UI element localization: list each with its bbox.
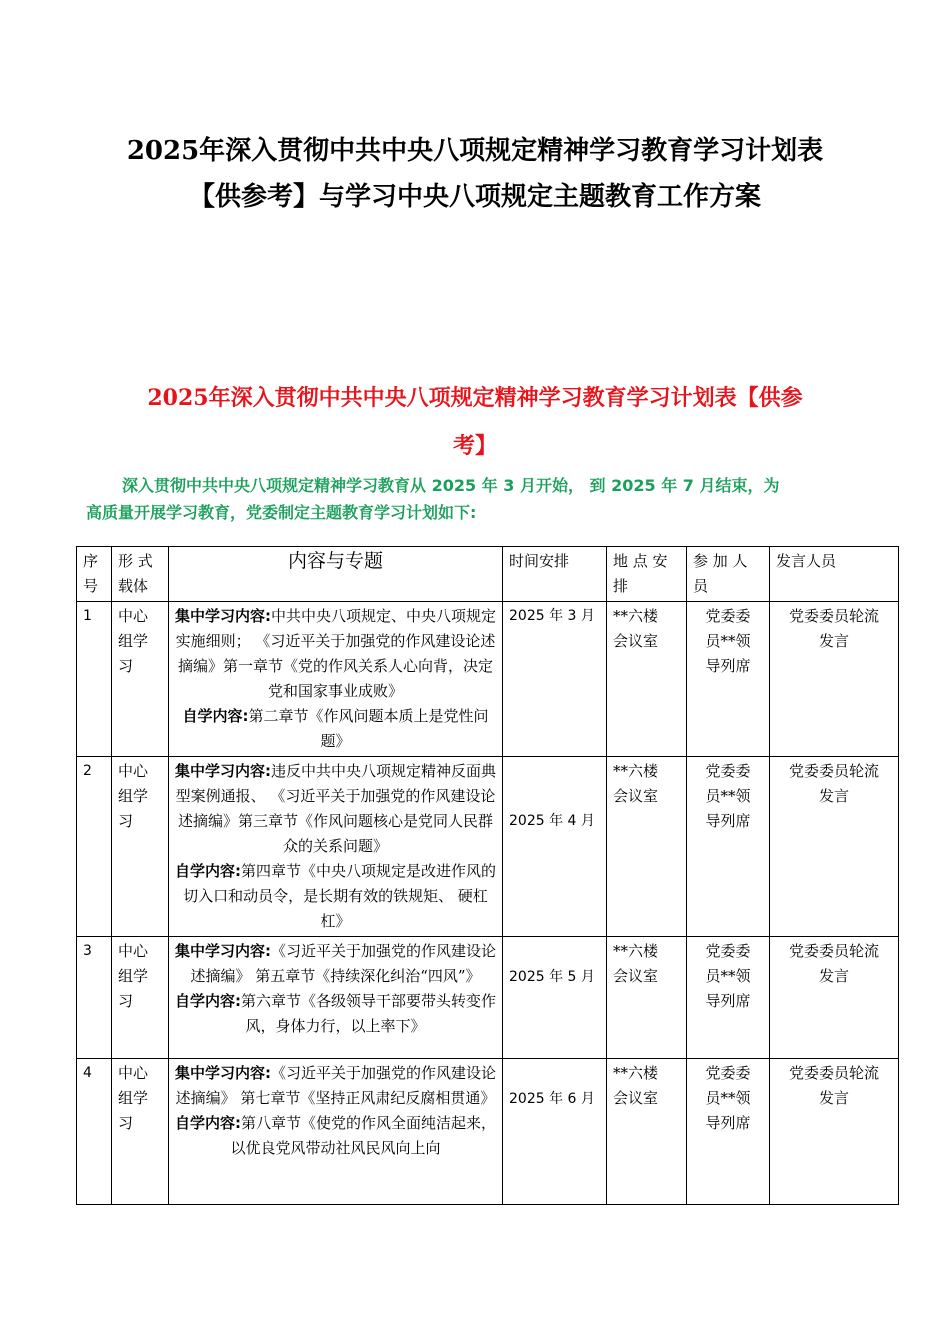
table-row: [77, 602, 899, 757]
intro-line-1: 深入贯彻中共中央八项规定精神学习教育从 2025 年 3 月开始， 到 2025 年 7 月结束，为: [122, 476, 780, 495]
self-study-text: 第二章节《作风问题本质上是党性问题》: [248, 707, 489, 750]
table-header-row: [77, 547, 899, 602]
central-study-label: 集中学习内容:: [175, 607, 271, 625]
self-study-label: 自学内容:: [182, 707, 249, 725]
central-study-label: 集中学习内容:: [175, 942, 271, 960]
section-title-line-1: 2025年深入贯彻中共中央八项规定精神学习教育学习计划表【供参: [147, 385, 803, 411]
document-title-line-2: 【供参考】与学习中央八项规定主题教育工作方案: [188, 182, 761, 212]
central-study-text: 中共中央八项规定、中央八项规定实施细则； 《习近平关于加强党的作风建设论述摘编》第一章节《党的作风关系人心向背，决定党和国家事业成败》: [175, 607, 497, 700]
self-study-label: 自学内容:: [175, 992, 241, 1010]
row-form: 中心 组学 习: [112, 602, 169, 757]
row-form: 中心 组学 习: [112, 1059, 169, 1205]
row-time: 2025 年 3 月: [503, 602, 607, 757]
row-place: **六楼 会议室: [607, 757, 687, 937]
row-speakers: 党委委员轮流 发言: [770, 602, 899, 757]
row-number: 1: [77, 602, 112, 757]
header-no: 序 号: [77, 547, 112, 602]
row-attendees: 党委委 员**领 导列席: [687, 602, 770, 757]
central-study-text: 《习近平关于加强党的作风建设论述摘编》 第七章节《坚持正风肃纪反腐相贯通》: [175, 1064, 497, 1107]
intro-line-2: 高质量开展学习教育，党委制定主题教育学习计划如下:: [86, 503, 477, 522]
row-speakers: 党委委员轮流 发言: [770, 937, 899, 1059]
row-place: **六楼 会议室: [607, 937, 687, 1059]
document-title-line-1: 2025年深入贯彻中共中央八项规定精神学习教育学习计划表: [126, 136, 824, 166]
row-content: [169, 937, 503, 1059]
section-title: [80, 374, 870, 470]
intro-paragraph: [86, 472, 876, 526]
row-time: 2025 年 4 月: [503, 757, 607, 937]
central-study-text: 《习近平关于加强党的作风建设论述摘编》 第五章节《持续深化纠治“四风”》: [190, 942, 497, 985]
row-number: 4: [77, 1059, 112, 1205]
self-study-text: 第六章节《各级领导干部要带头转变作风，身体力行，以上率下》: [241, 992, 497, 1035]
row-form: 中心 组学 习: [112, 937, 169, 1059]
row-speakers: 党委委员轮流 发言: [770, 757, 899, 937]
row-content: [169, 757, 503, 937]
study-plan-table: [76, 546, 899, 1205]
row-place: **六楼 会议室: [607, 1059, 687, 1205]
row-content: [169, 1059, 503, 1205]
header-form: 形 式 载体: [112, 547, 169, 602]
row-place: **六楼 会议室: [607, 602, 687, 757]
header-place: 地 点 安 排: [607, 547, 687, 602]
self-study-text: 第八章节《使党的作风全面纯洁起来，以优良党风带动社风民风向上向: [230, 1114, 497, 1157]
header-content: 内容与专题: [169, 547, 503, 602]
row-speakers: 党委委员轮流 发言: [770, 1059, 899, 1205]
document-title: [60, 128, 890, 220]
table-row: [77, 937, 899, 1059]
row-attendees: 党委委 员**领 导列席: [687, 757, 770, 937]
self-study-label: 自学内容:: [175, 862, 241, 880]
row-attendees: 党委委 员**领 导列席: [687, 937, 770, 1059]
header-time: 时间安排: [503, 547, 607, 602]
row-number: 3: [77, 937, 112, 1059]
header-speakers: 发言人员: [770, 547, 899, 602]
self-study-text: 第四章节《中央八项规定是改进作风的切入口和动员令，是长期有效的铁规矩、 硬杠杠》: [183, 862, 497, 930]
table-row: [77, 1059, 899, 1205]
table-row: [77, 757, 899, 937]
row-time: 2025 年 6 月: [503, 1059, 607, 1205]
section-title-line-2: 考】: [452, 433, 497, 459]
central-study-label: 集中学习内容:: [175, 1064, 271, 1082]
header-attendees: 参 加 人 员: [687, 547, 770, 602]
row-form: 中心 组学 习: [112, 757, 169, 937]
self-study-label: 自学内容:: [175, 1114, 241, 1132]
row-attendees: 党委委 员**领 导列席: [687, 1059, 770, 1205]
row-time: 2025 年 5 月: [503, 937, 607, 1059]
row-content: [169, 602, 503, 757]
central-study-label: 集中学习内容:: [175, 762, 271, 780]
central-study-text: 违反中共中央八项规定精神反面典型案例通报、 《习近平关于加强党的作风建设论述摘编》第三章节《作风问题核心是党同人民群众的关系问题》: [175, 762, 497, 855]
row-number: 2: [77, 757, 112, 937]
